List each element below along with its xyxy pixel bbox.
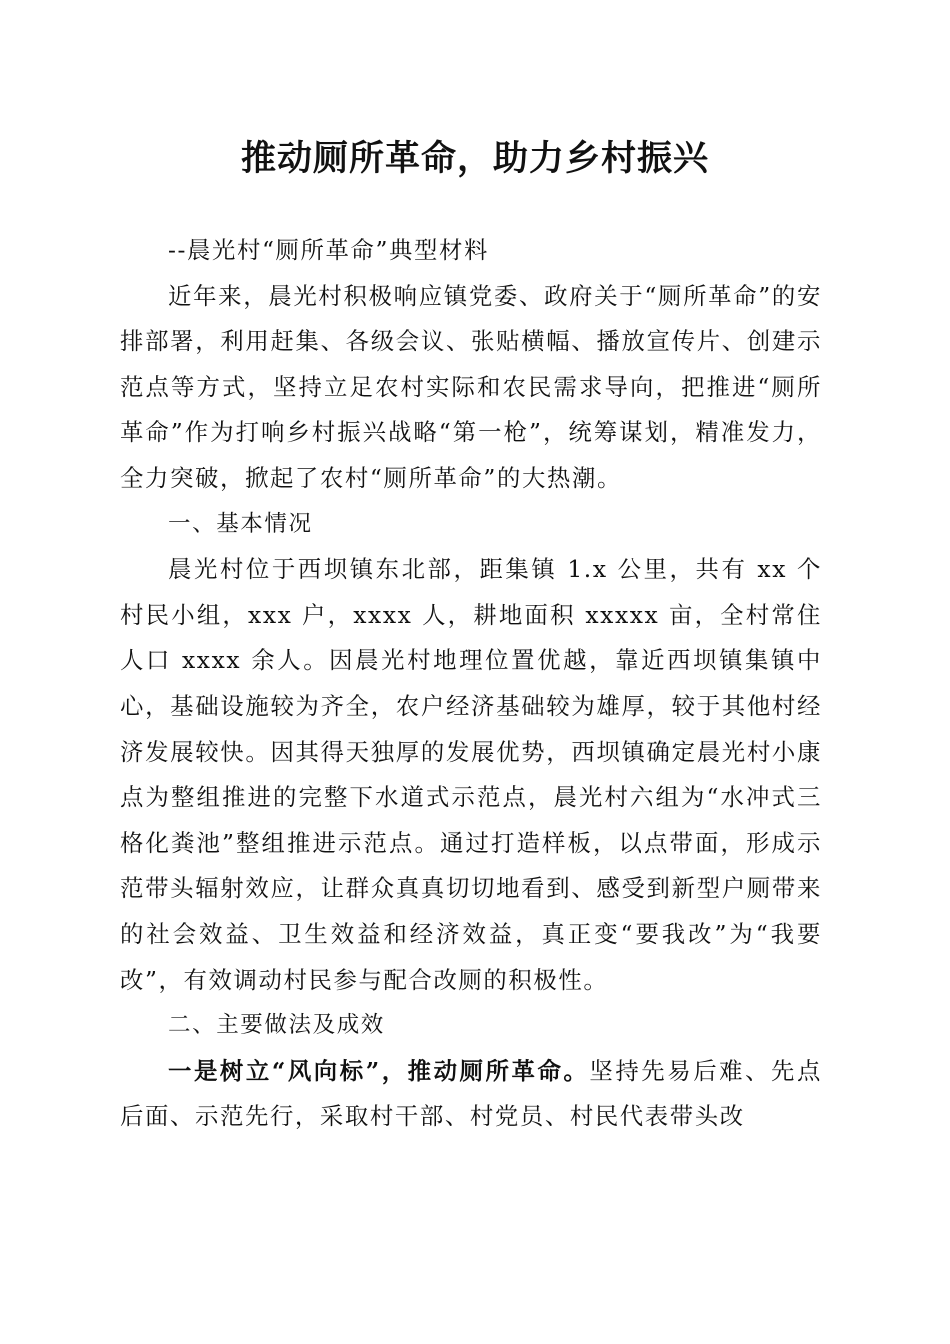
document-subtitle: --晨光村“厕所革命”典型材料 <box>168 236 490 264</box>
intro-paragraph: 近年来，晨光村积极响应镇党委、政府关于“厕所革命”的安排部署，利用赶集、各级会议、张贴横幅、播放宣传片、创建示范点等方式，坚持立足农村实际和农民需求导向，把推进“厕所革命”作为打响乡村振兴战略“第一枪”，统筹谋划，精准发力，全力突破，掀起了农村“厕所革命”的大热潮。 <box>120 281 822 492</box>
measure-lead: 一是树立“风向标”，推动厕所革命。 <box>168 1056 590 1085</box>
section-heading-measures: 二、主要做法及成效 <box>168 1012 385 1039</box>
measure-paragraph-1 <box>120 1049 822 1140</box>
section-heading-basic: 一、基本情况 <box>168 510 313 537</box>
measure-text: 坚持先易后难、先点后面、示范先行，采取村干部、村党员、村民代表带头改 <box>120 1056 823 1131</box>
section-paragraph-basic: 晨光村位于西坝镇东北部，距集镇 1.x 公里，共有 xx 个村民小组，xxx 户，xxxx 人，耕地面积 xxxxx 亩，全村常住人口 xxxx 余人。因晨光村地理位置优越，靠近西坝镇集镇中心，基础设施较为齐全，农户经济基础较为雄厚，较于其他村经济发展较快。因其得天独厚的发展优势，西坝镇确定晨光村小康点为整组推进的完整下水道式示范点，晨光村六组为“水冲式三格化粪池”整组推进示范点。通过打造样板，以点带面，形成示范带头辐射效应，让群众真真切切地看到、感受到新型户厕带来的社会效益、卫生效益和经济效益，真正变“要我改”为“我要改”，有效调动村民参与配合改厕的积极性。 <box>120 555 822 994</box>
document-body <box>120 228 822 1140</box>
document-title: 推动厕所革命，助力乡村振兴 <box>240 139 709 179</box>
